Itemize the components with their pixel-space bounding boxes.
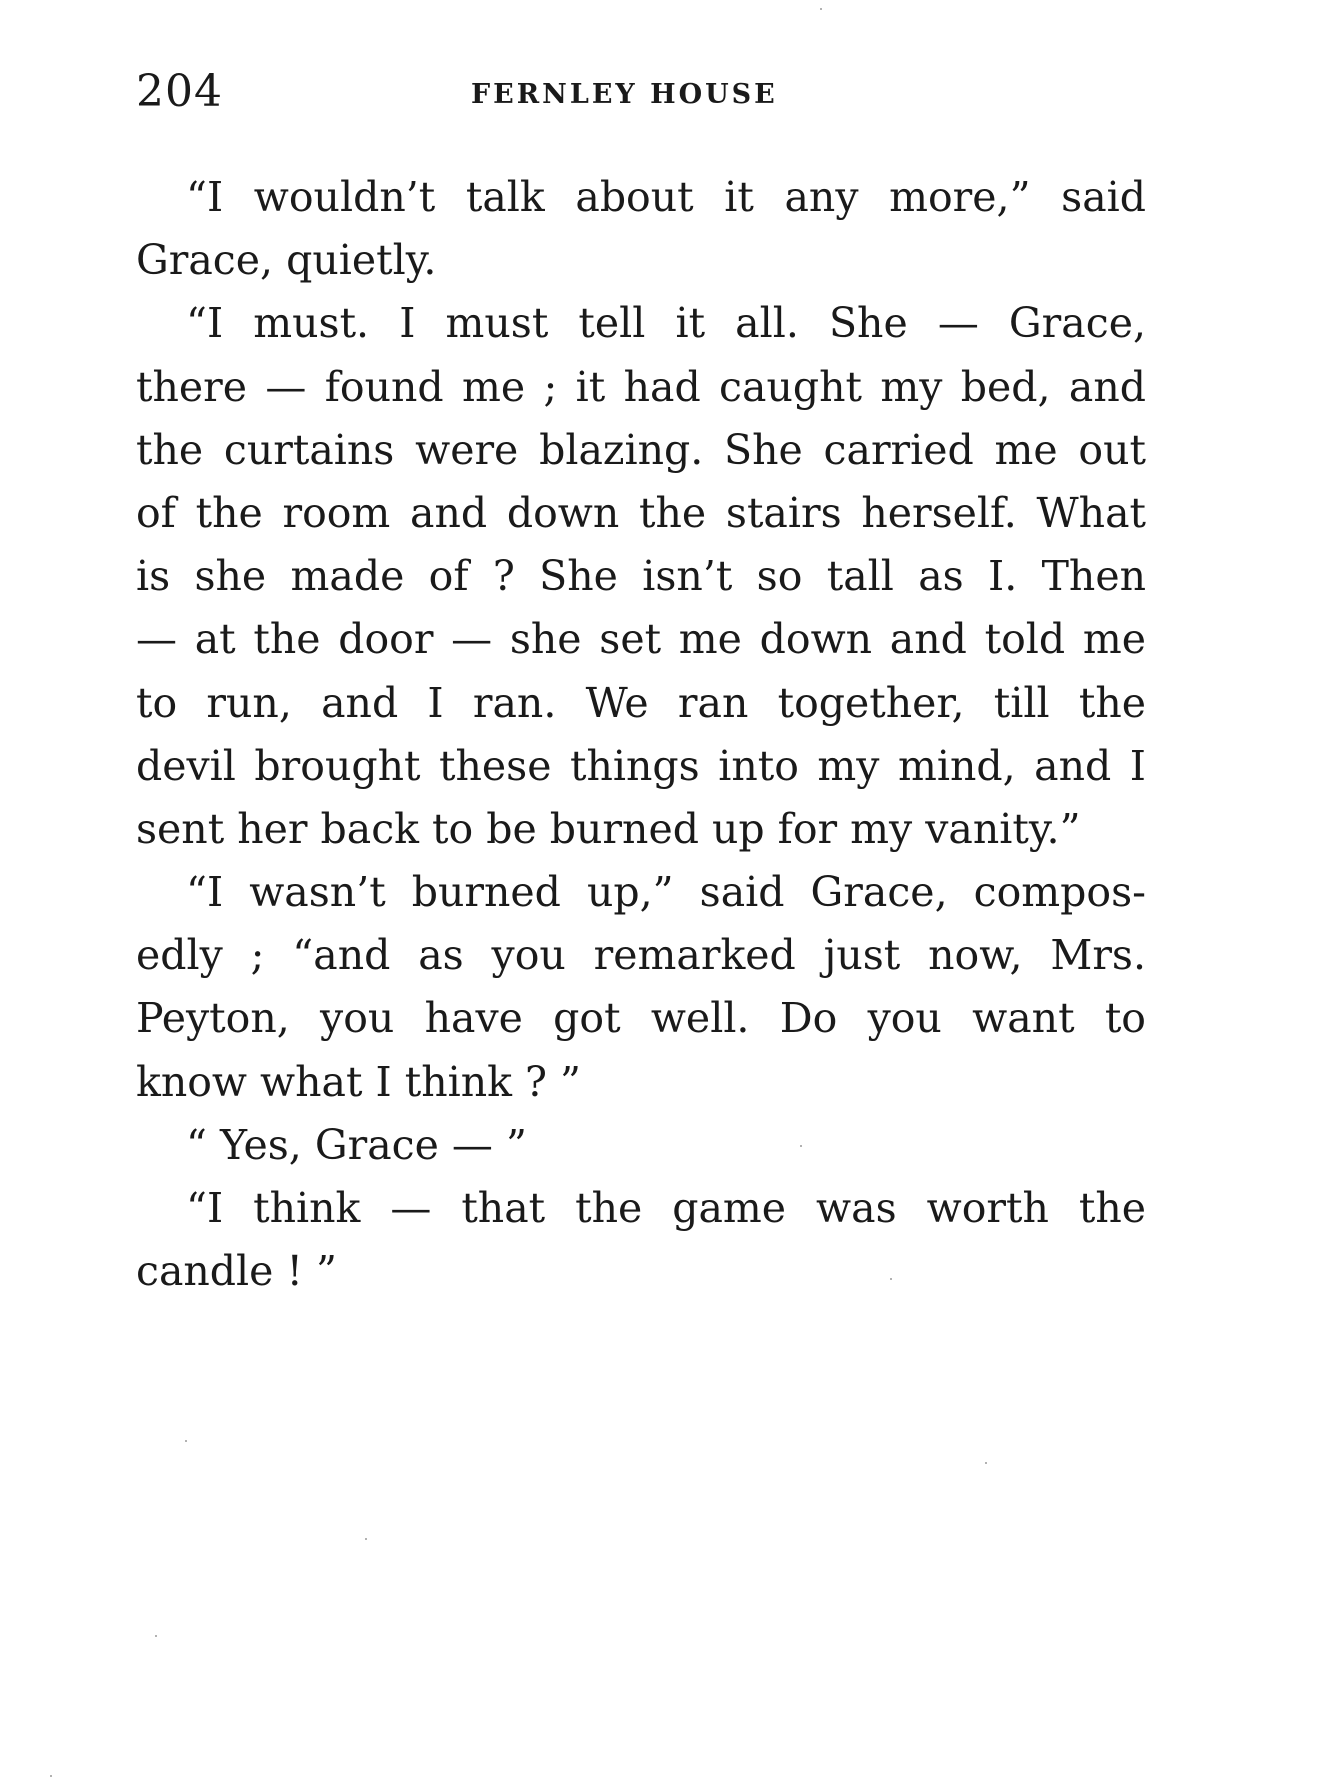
text-line: — at the door — she set me down and told me: [136, 615, 1146, 664]
scan-speck: [50, 1775, 52, 1777]
text-line: “I wasn’t burned up,” said Grace, compos-: [186, 868, 1146, 917]
text-line: Grace, quietly.: [136, 236, 437, 285]
text-line: “I must. I must tell it all. She — Grace,: [186, 299, 1146, 348]
text-line: devil brought these things into my mind, and I: [136, 741, 1146, 790]
scan-speck: [985, 1462, 987, 1464]
scan-speck: [185, 1440, 187, 1442]
text-line: of the room and down the stairs herself. What: [136, 488, 1146, 537]
scan-speck: [800, 1145, 802, 1147]
text-line: to run, and I ran. We ran together, till the: [136, 678, 1146, 727]
text-line: candle ! ”: [136, 1247, 337, 1296]
running-head: FERNLEY HOUSE: [471, 79, 778, 110]
text-line: know what I think ? ”: [136, 1057, 581, 1106]
text-line: “ Yes, Grace — ”: [186, 1120, 527, 1169]
text-line: “I think — that the game was worth the: [186, 1184, 1146, 1232]
text-line: there — found me ; it had caught my bed, and: [136, 362, 1146, 411]
text-line: edly ; “and as you remarked just now, Mrs.: [136, 931, 1146, 980]
text-line: the curtains were blazing. She carried me out: [136, 425, 1146, 474]
scan-speck: [820, 8, 822, 10]
scan-speck: [365, 1538, 367, 1540]
text-line: sent her back to be burned up for my vanity.”: [136, 804, 1081, 853]
scan-speck: [155, 1635, 157, 1637]
text-line: “I wouldn’t talk about it any more,” said: [186, 173, 1146, 221]
text-line: is she made of ? She isn’t so tall as I. Then: [136, 552, 1146, 601]
text-line: Peyton, you have got well. Do you want to: [136, 994, 1146, 1043]
page-header: [136, 62, 1146, 122]
page-number: 204: [136, 66, 223, 117]
scan-speck: [890, 1278, 892, 1280]
body-text: [136, 166, 1146, 1303]
